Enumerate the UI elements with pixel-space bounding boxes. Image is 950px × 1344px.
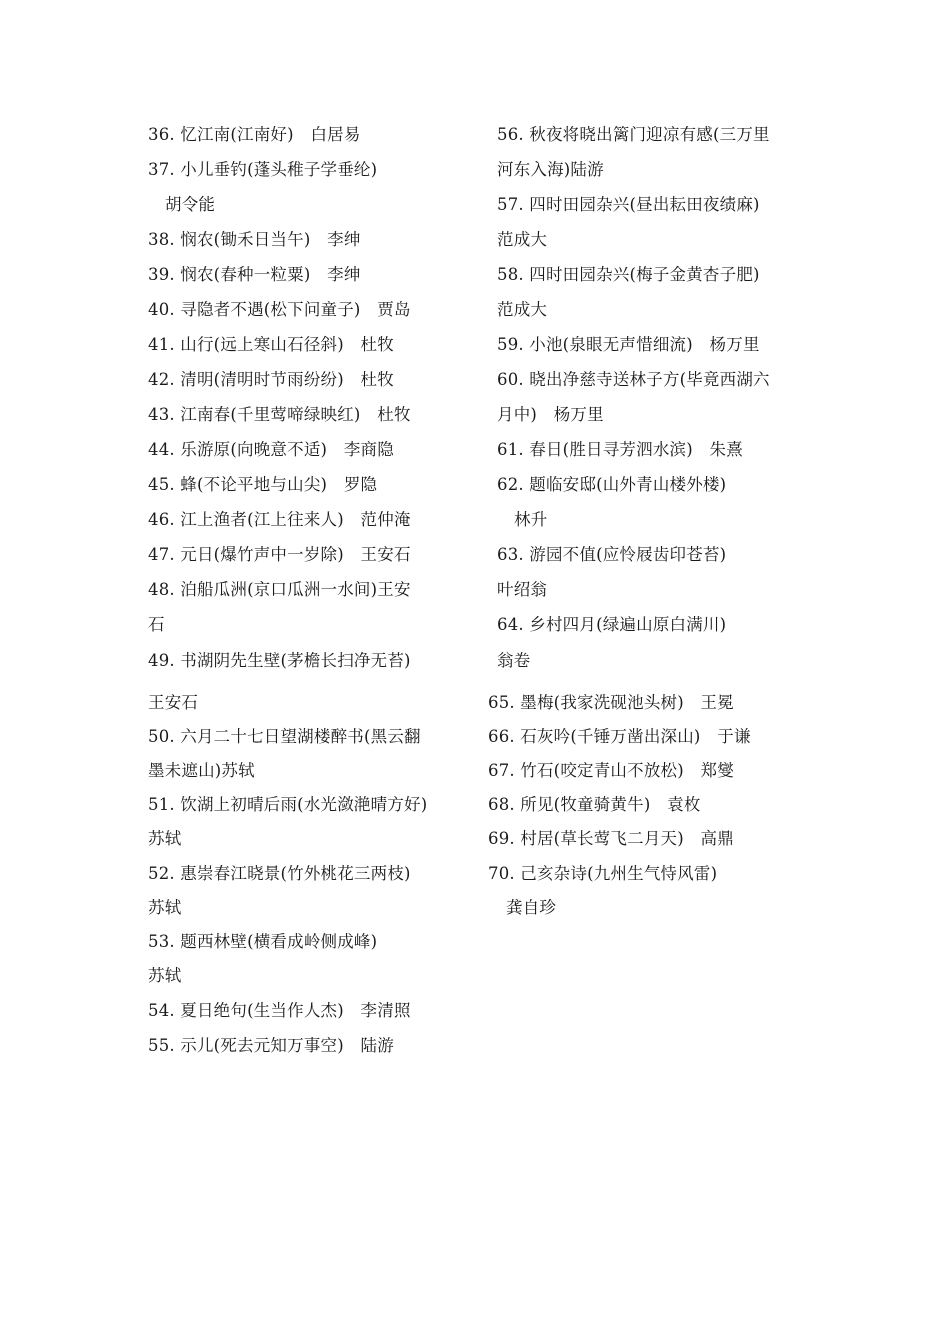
poem-line: 39. 悯农(春种一粒粟) 李绅 — [148, 265, 361, 284]
poem-line: 70. 己亥杂诗(九州生气恃风雷) — [488, 864, 718, 883]
poem-line: 44. 乐游原(向晚意不适) 李商隐 — [148, 440, 394, 459]
poem-line: 64. 乡村四月(绿遍山原白满川) — [497, 615, 727, 634]
poem-line: 53. 题西林壁(横看成岭侧成峰) — [148, 932, 378, 951]
poem-line: 月中) 杨万里 — [497, 405, 604, 424]
poem-line: 翁卷 — [497, 651, 531, 670]
poem-line: 49. 书湖阴先生壁(茅檐长扫净无苔) — [148, 651, 411, 670]
poem-line: 69. 村居(草长莺飞二月天) 高鼎 — [488, 829, 734, 848]
poem-line: 66. 石灰吟(千锤万凿出深山) 于谦 — [488, 727, 751, 746]
poem-line: 苏轼 — [148, 966, 182, 985]
poem-line: 叶绍翁 — [497, 580, 548, 599]
poem-line: 51. 饮湖上初晴后雨(水光潋滟晴方好) — [148, 795, 428, 814]
poem-line: 38. 悯农(锄禾日当午) 李绅 — [148, 230, 361, 249]
poem-line: 67. 竹石(咬定青山不放松) 郑燮 — [488, 761, 734, 780]
poem-line: 石 — [148, 615, 165, 634]
poem-line: 苏轼 — [148, 829, 182, 848]
poem-line: 龚自珍 — [506, 898, 557, 917]
poem-line: 61. 春日(胜日寻芳泗水滨) 朱熹 — [497, 440, 743, 459]
poem-line: 42. 清明(清明时节雨纷纷) 杜牧 — [148, 370, 394, 389]
poem-line: 55. 示儿(死去元知万事空) 陆游 — [148, 1036, 394, 1055]
poem-line: 62. 题临安邸(山外青山楼外楼) — [497, 475, 727, 494]
poem-line: 王安石 — [148, 693, 199, 712]
poem-line: 37. 小儿垂钓(蓬头稚子学垂纶) — [148, 160, 378, 179]
poem-line: 40. 寻隐者不遇(松下问童子) 贾岛 — [148, 300, 411, 319]
poem-line: 43. 江南春(千里莺啼绿映红) 杜牧 — [148, 405, 411, 424]
poem-line: 52. 惠崇春江晓景(竹外桃花三两枝) — [148, 864, 411, 883]
poem-line: 50. 六月二十七日望湖楼醉书(黑云翻 — [148, 727, 421, 746]
poem-line: 56. 秋夜将晓出篱门迎凉有感(三万里 — [497, 125, 770, 144]
poem-line: 46. 江上渔者(江上往来人) 范仲淹 — [148, 510, 411, 529]
poem-line: 36. 忆江南(江南好) 白居易 — [148, 125, 361, 144]
poem-line: 59. 小池(泉眼无声惜细流) 杨万里 — [497, 335, 760, 354]
poem-line: 45. 蜂(不论平地与山尖) 罗隐 — [148, 475, 378, 494]
poem-line: 68. 所见(牧童骑黄牛) 袁枚 — [488, 795, 701, 814]
poem-line: 41. 山行(远上寒山石径斜) 杜牧 — [148, 335, 394, 354]
poem-line: 54. 夏日绝句(生当作人杰) 李清照 — [148, 1001, 411, 1020]
poem-line: 65. 墨梅(我家洗砚池头树) 王冕 — [488, 693, 734, 712]
poem-line: 63. 游园不值(应怜屐齿印苍苔) — [497, 545, 727, 564]
poem-line: 林升 — [514, 510, 548, 529]
poem-line: 河东入海)陆游 — [497, 160, 604, 179]
poem-line: 48. 泊船瓜洲(京口瓜洲一水间)王安 — [148, 580, 411, 599]
poem-line: 范成大 — [497, 300, 548, 319]
poem-line: 47. 元日(爆竹声中一岁除) 王安石 — [148, 545, 411, 564]
poem-line: 胡令能 — [165, 195, 216, 214]
poem-line: 58. 四时田园杂兴(梅子金黄杏子肥) — [497, 265, 760, 284]
poem-line: 60. 晓出净慈寺送林子方(毕竟西湖六 — [497, 370, 770, 389]
poem-line: 苏轼 — [148, 898, 182, 917]
poem-line: 墨未遮山)苏轼 — [148, 761, 255, 780]
poem-line: 范成大 — [497, 230, 548, 249]
poem-line: 57. 四时田园杂兴(昼出耘田夜绩麻) — [497, 195, 760, 214]
